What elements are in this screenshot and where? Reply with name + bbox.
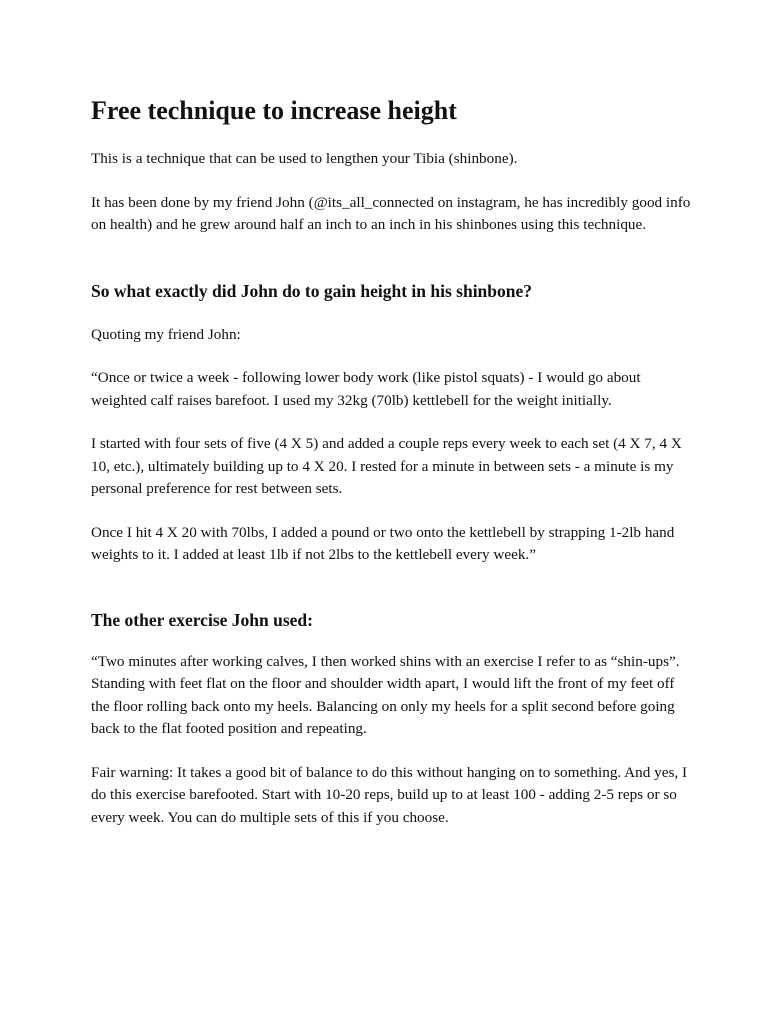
document-title: Free technique to increase height (91, 96, 457, 125)
quote-paragraph-sets: I started with four sets of five (4 X 5) and added a couple reps every week to each set (4 X 7, 4 X 10, etc.), ultimately building up to 4 X 20. I rested for a minute in between sets - a minute is my personal preference for rest between sets. (91, 435, 682, 497)
intro-paragraph: This is a technique that can be used to lengthen your Tibia (shinbone). (91, 150, 518, 167)
quote-paragraph-weight-increase: Once I hit 4 X 20 with 70lbs, I added a pound or two onto the kettlebell by strapping 1-2lb hand weights to it. I added at least 1lb if not 2lbs to the kettlebell every week.” (91, 523, 675, 563)
shin-ups-paragraph: “Two minutes after working calves, I then worked shins with an exercise I refer to as “shin-ups”. Standing with feet flat on the floor and shoulder width apart, I would lift the front of my feet off the floor rolling back onto my heels. Balancing on only my heels for a split second before going back to the flat footed position and repeating. (91, 652, 680, 737)
section-heading-other-exercise: The other exercise John used: (91, 609, 313, 630)
john-paragraph: It has been done by my friend John (@its_all_connected on instagram, he has incredibly good info on health) and he grew around half an inch to an inch in his shinbones using this technique. (91, 193, 691, 233)
document-page (91, 94, 691, 829)
section-heading-what-john-did: So what exactly did John do to gain height in his shinbone? (91, 280, 533, 301)
quote-paragraph-calf-raises: “Once or twice a week - following lower body work (like pistol squats) - I would go about weighted calf raises barefoot. I used my 32kg (70lb) kettlebell for the weight initially. (91, 369, 641, 409)
quoting-line: Quoting my friend John: (91, 325, 241, 343)
fair-warning-paragraph: Fair warning: It takes a good bit of balance to do this without hanging on to something. And yes, I do this exercise barefooted. Start with 10-20 reps, build up to at least 100 - adding 2-5 reps or so every week. You can do multiple sets of this if you choose. (91, 763, 688, 826)
